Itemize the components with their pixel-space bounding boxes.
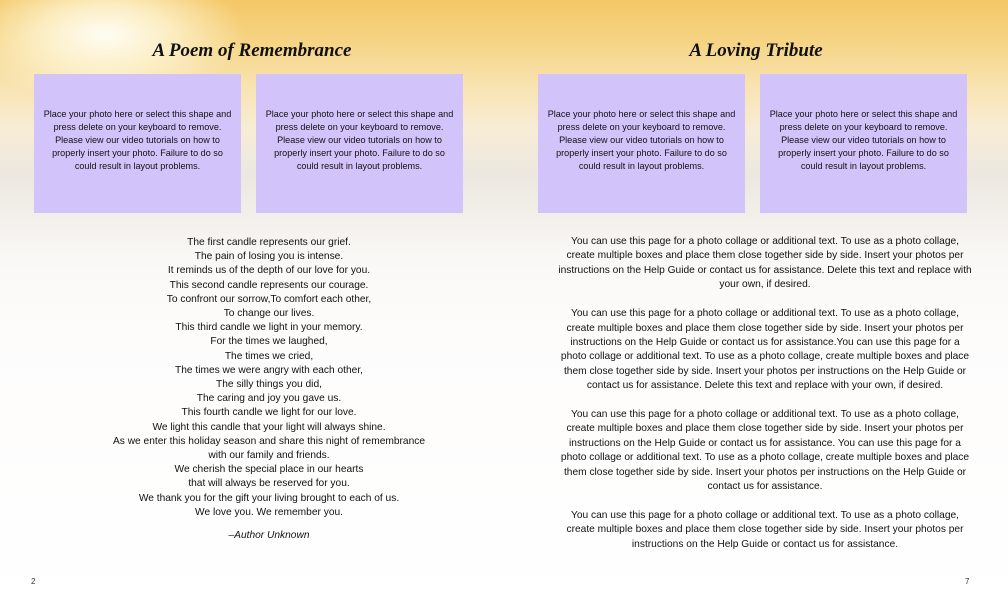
tribute-paragraph: You can use this page for a photo collage or additional text. To use as a photo collage, create multiple boxes and place them close together side by side. Insert your photos per instructions on the Help Guide or contact us for assistance. <box>566 510 964 550</box>
tribute-text <box>558 235 972 567</box>
photo-placeholder-4[interactable] <box>760 74 967 213</box>
poem-line: For the times we laughed, <box>210 336 328 348</box>
photo-placeholder-1[interactable] <box>34 74 241 213</box>
tribute-paragraph: You can use this page for a photo collage or additional text. To use as a photo collage, create multiple boxes and place them close together side by side. Insert your photos per instructions on the Help Guide or contact us for assistance.You can use this page for a photo collage or additional text. To use as a photo collage, create multiple boxes and place them close together side by side. Insert your photos per instructions on the Help Guide or contact us for assistance. Delete this text and replace with your own, if desired. <box>560 308 970 392</box>
page-number: 7 <box>965 577 970 586</box>
poem-line: The times we cried, <box>224 350 314 362</box>
poem-line: As we enter this holiday season and share this night of remembrance <box>112 435 426 447</box>
poem-line: We love you. We remember you. <box>195 506 343 518</box>
tribute-paragraph: You can use this page for a photo collage or additional text. To use as a photo collage, create multiple boxes and place them close together side by side. Insert your photos per instructions on the Help Guide or contact us for assistance. Delete this text and replace with your own, if desired. <box>558 236 972 291</box>
photo-placeholder-text: Place your photo here or select this shape and press delete on your keyboard to remove. Please view our video tutorials on how to properly insert your photo. Failure to do so could result in layout problems. <box>547 109 736 171</box>
photo-placeholder-text: Place your photo here or select this shape and press delete on your keyboard to remove. Please view our video tutorials on how to properly insert your photo. Failure to do so could result in layout problems. <box>769 109 958 171</box>
poem-line: It reminds us of the depth of our love for you. <box>167 265 371 277</box>
poem-line: The times we were angry with each other, <box>175 364 363 376</box>
right-page <box>504 0 1008 612</box>
poem-line: The silly things you did, <box>216 379 322 391</box>
poem <box>54 236 484 543</box>
photo-placeholder-2[interactable] <box>256 74 463 213</box>
left-page-title: A Poem of Remembrance <box>152 40 352 61</box>
poem-line: This third candle we light in your memory. <box>175 322 363 334</box>
right-page-title: A Loving Tribute <box>689 40 823 61</box>
page-number: 2 <box>31 577 36 586</box>
poem-line: We thank you for the gift your living brought to each of us. <box>138 492 400 504</box>
poem-line: This second candle represents our courage. <box>169 279 369 291</box>
tribute-paragraph: You can use this page for a photo collage or additional text. To use as a photo collage, create multiple boxes and place them close together side by side. Insert your photos per instructions on the Help Guide or contact us for assistance. You can use this page for a photo collage or additional text. To use as a photo collage, create multiple boxes and place them close together side by side. Insert your photos per instructions on the Help Guide or contact us for assistance. <box>560 409 970 493</box>
poem-line: The pain of losing you is intense. <box>194 251 344 263</box>
poem-line: The caring and joy you gave us. <box>196 393 342 405</box>
poem-line: To change our lives. <box>223 308 315 320</box>
poem-author: –Author Unknown <box>228 530 310 542</box>
photo-placeholder-text: Place your photo here or select this shape and press delete on your keyboard to remove. Please view our video tutorials on how to properly insert your photo. Failure to do so could result in layout problems. <box>43 109 232 171</box>
photo-placeholder-text: Place your photo here or select this shape and press delete on your keyboard to remove. Please view our video tutorials on how to properly insert your photo. Failure to do so could result in layout problems. <box>265 109 454 171</box>
poem-line: We light this candle that your light will always shine. <box>152 421 386 433</box>
poem-line: that will always be reserved for you. <box>188 478 350 490</box>
poem-line: The first candle represents our grief. <box>187 237 351 248</box>
poem-line: This fourth candle we light for our love. <box>181 407 357 419</box>
photo-placeholder-3[interactable] <box>538 74 745 213</box>
poem-line: We cherish the special place in our hearts <box>174 464 364 476</box>
poem-line: To confront our sorrow,To comfort each other, <box>166 293 372 305</box>
poem-line: with our family and friends. <box>208 450 330 462</box>
